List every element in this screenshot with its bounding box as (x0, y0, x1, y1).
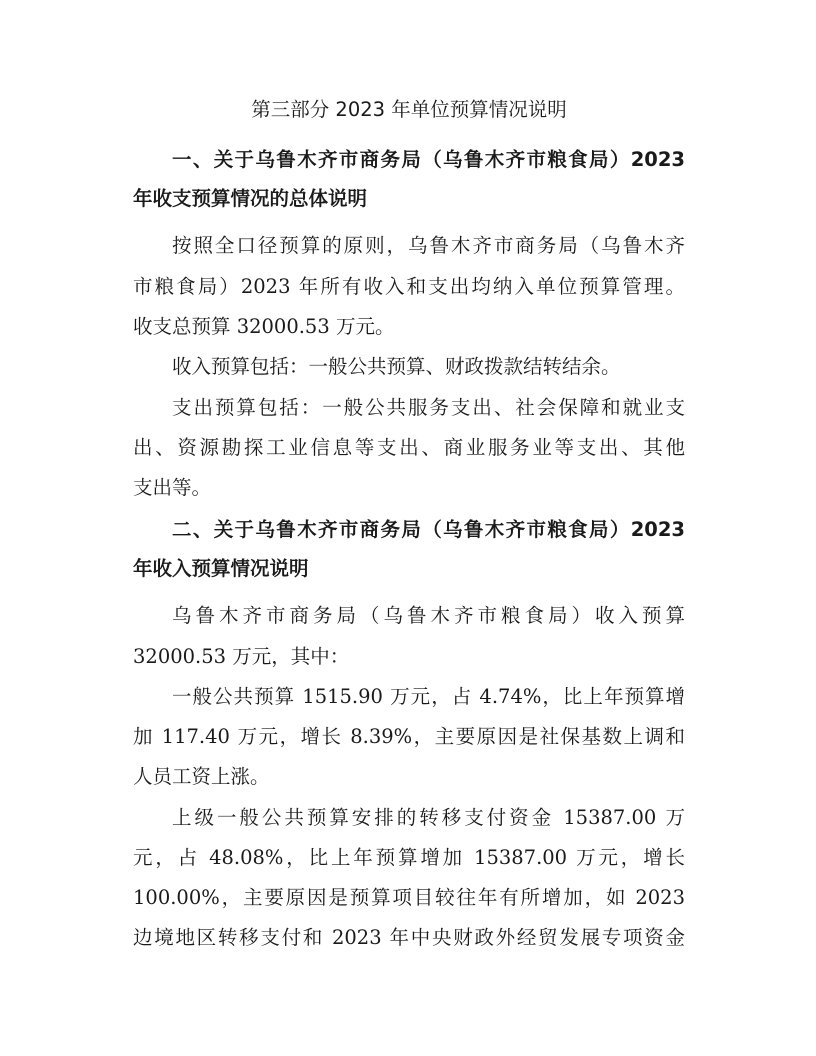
section2-heading-line1: 二、关于乌鲁木齐市商务局（乌鲁木齐市粮食局）2023 (172, 518, 685, 541)
section2-paragraph2-line3: 人员工资上涨。 (133, 765, 270, 788)
page-title: 第三部分 2023 年单位预算情况说明 (251, 98, 567, 121)
section1-heading-line1: 一、关于乌鲁木齐市商务局（乌鲁木齐市粮食局）2023 (172, 148, 685, 171)
section2-paragraph1-line2: 32000.53 万元，其中： (133, 645, 350, 668)
section2-paragraph1-line1: 乌鲁木齐市商务局（乌鲁木齐市粮食局）收入预算 (172, 604, 685, 627)
section1-paragraph1-line3: 收支总预算 32000.53 万元。 (133, 315, 395, 338)
section1-paragraph3-line3: 支出等。 (133, 476, 212, 499)
section2-paragraph3-line3: 100.00%，主要原因是预算项目较往年有所增加，如 2023 (133, 886, 685, 909)
section1-paragraph3-line2: 出、资源勘探工业信息等支出、商业服务业等支出、其他 (133, 436, 685, 459)
section2-paragraph2-line2: 加 117.40 万元，增长 8.39%，主要原因是社保基数上调和 (133, 725, 685, 748)
section2-heading-line2: 年收入预算情况说明 (133, 557, 309, 580)
section1-paragraph2-line1: 收入预算包括：一般公共预算、财政拨款结转结余。 (172, 355, 621, 378)
section2-paragraph2-line1: 一般公共预算 1515.90 万元，占 4.74%，比上年预算增 (172, 685, 685, 708)
section2-paragraph3-line2: 元，占 48.08%，比上年预算增加 15387.00 万元，增长 (133, 846, 685, 869)
section1-paragraph1-line2: 市粮食局）2023 年所有收入和支出均纳入单位预算管理。 (133, 275, 685, 298)
section1-paragraph3-line1: 支出预算包括：一般公共服务支出、社会保障和就业支 (172, 396, 685, 419)
section1-paragraph1-line1: 按照全口径预算的原则，乌鲁木齐市商务局（乌鲁木齐 (172, 234, 685, 257)
section2-paragraph3-line4: 边境地区转移支付和 2023 年中央财政外经贸发展专项资金 (133, 926, 685, 949)
section1-heading-line2: 年收支预算情况的总体说明 (133, 187, 368, 210)
section2-paragraph3-line1: 上级一般公共预算安排的转移支付资金 15387.00 万 (172, 806, 685, 829)
